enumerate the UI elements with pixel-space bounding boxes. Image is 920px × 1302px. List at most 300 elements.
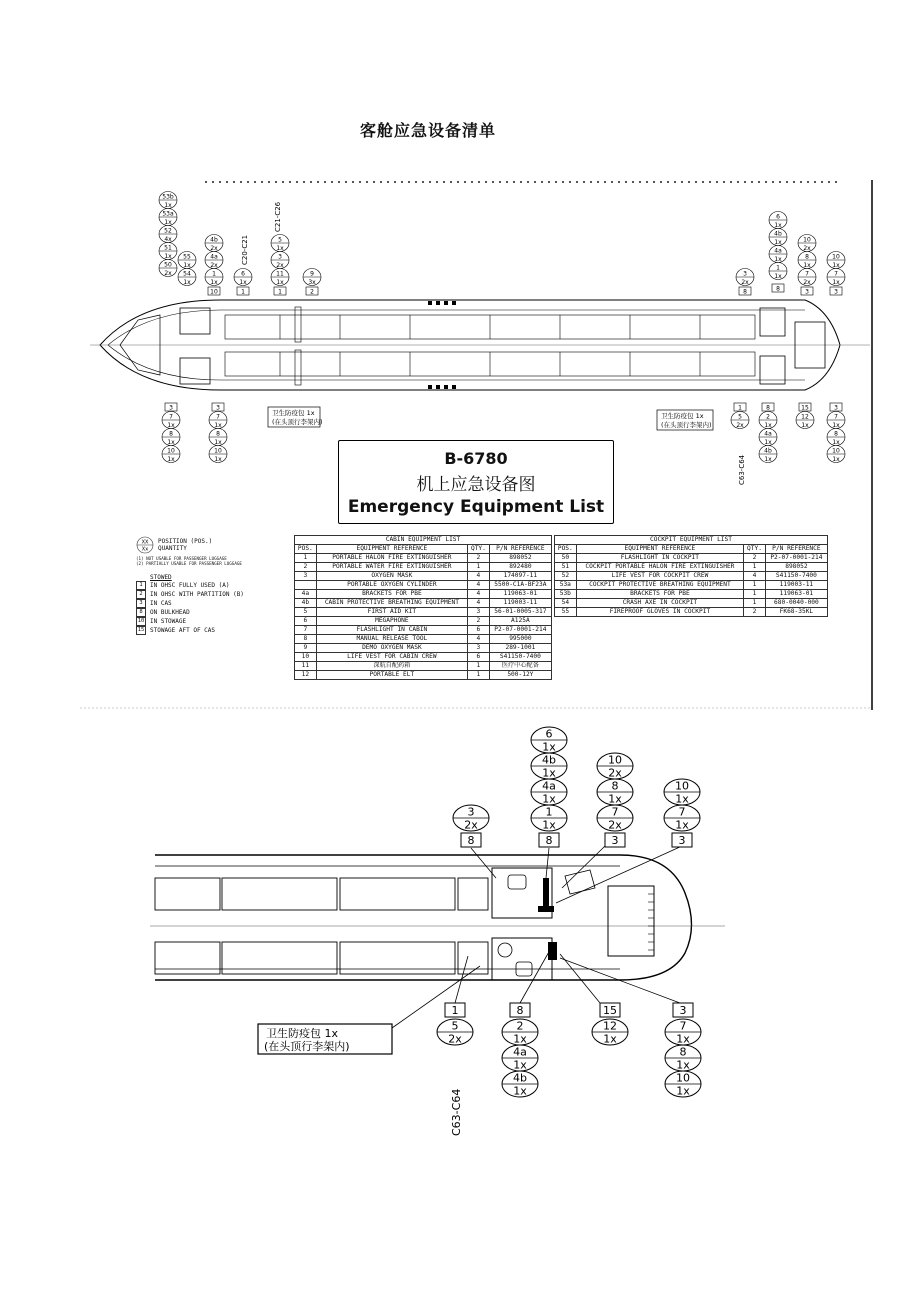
svg-text:2x: 2x — [803, 278, 811, 286]
table-cell: 500-12Y — [489, 670, 551, 679]
position-bubble — [827, 446, 845, 463]
svg-text:卫生防疫包 1x: 卫生防疫包 1x — [266, 1027, 339, 1040]
svg-text:5: 5 — [278, 236, 282, 244]
table-cell: 1 — [468, 670, 490, 679]
table-cell: CABIN PROTECTIVE BREATHING EQUIPMENT — [316, 598, 467, 607]
svg-text:1x: 1x — [276, 278, 284, 286]
table-cell: PORTABLE HALON FIRE EXTINGUISHER — [316, 553, 467, 562]
stowage-code-box — [762, 403, 774, 411]
svg-text:4a: 4a — [513, 1045, 527, 1059]
svg-text:4a: 4a — [774, 247, 782, 255]
table-cell: 3 — [295, 571, 317, 580]
column-header: POS. — [295, 544, 317, 553]
table-cell: 5500-C1A-BF23A — [489, 580, 551, 589]
svg-text:10: 10 — [832, 253, 840, 261]
svg-text:1x: 1x — [803, 261, 811, 269]
table-row — [295, 634, 552, 643]
svg-text:3: 3 — [278, 253, 282, 261]
svg-text:2: 2 — [310, 288, 314, 296]
page-title: 客舱应急设备清单 — [360, 121, 497, 140]
legend-note2: (2) PARTIALLY USABLE FOR PASSENGER LUGGAGE — [136, 561, 242, 566]
first-aid-note-left — [268, 407, 323, 427]
svg-text:(在头顶行李架内): (在头顶行李架内) — [272, 418, 323, 426]
stowage-code-box — [539, 833, 559, 847]
svg-text:2x: 2x — [448, 1032, 462, 1046]
zoom-station-label: C63-C64 — [450, 1088, 463, 1136]
svg-text:1x: 1x — [183, 278, 191, 286]
table-cell: P2-07-0001-214 — [489, 625, 551, 634]
table-cell: 2 — [468, 553, 490, 562]
svg-text:1x: 1x — [167, 455, 175, 463]
svg-text:8: 8 — [216, 430, 220, 438]
svg-text:1x: 1x — [608, 792, 622, 806]
table-cell: 4 — [468, 634, 490, 643]
position-bubble — [205, 235, 223, 252]
svg-text:12: 12 — [801, 413, 809, 421]
svg-text:55: 55 — [183, 253, 191, 261]
column-header: QTY. — [744, 544, 766, 553]
table-cell: FK68-35KL — [765, 607, 827, 616]
svg-text:1: 1 — [545, 805, 553, 819]
table-cell: FLASHLIGHT IN CABIN — [316, 625, 467, 634]
svg-text:1x: 1x — [832, 455, 840, 463]
table-row — [555, 607, 828, 616]
svg-text:8: 8 — [679, 1045, 687, 1059]
column-header: EQUIPMENT REFERENCE — [576, 544, 744, 553]
zoom-first-aid-note — [258, 1024, 392, 1054]
svg-text:1x: 1x — [276, 244, 284, 252]
table-cell: 4 — [468, 580, 490, 589]
stowage-code-box — [830, 287, 842, 295]
table-row — [295, 616, 552, 625]
stowage-code-box — [208, 287, 220, 295]
stowage-code-box — [739, 287, 751, 295]
svg-text:Xx: Xx — [141, 546, 149, 553]
svg-text:50: 50 — [164, 261, 172, 269]
table-cell: S41150-7400 — [489, 652, 551, 661]
table-row — [295, 553, 552, 562]
position-bubble — [759, 429, 777, 446]
table-cell: 6 — [468, 652, 490, 661]
table-cell: 7 — [295, 625, 317, 634]
svg-text:1x: 1x — [832, 261, 840, 269]
table-cell: PORTABLE ELT — [316, 670, 467, 679]
svg-text:1x: 1x — [214, 455, 222, 463]
table-cell: 54 — [555, 598, 577, 607]
stowage-code-box — [165, 403, 177, 411]
position-bubble — [736, 269, 754, 286]
svg-text:1x: 1x — [774, 255, 782, 263]
svg-text:1x: 1x — [675, 818, 689, 832]
table-cell: 174097-11 — [489, 571, 551, 580]
table-cell: 119003-11 — [489, 598, 551, 607]
position-bubble — [798, 252, 816, 269]
svg-text:1x: 1x — [542, 792, 556, 806]
svg-text:3: 3 — [834, 288, 838, 296]
table-cell: 6 — [295, 616, 317, 625]
svg-text:1: 1 — [212, 270, 216, 278]
position-bubble — [159, 243, 177, 260]
table-cell: 51 — [555, 562, 577, 571]
svg-text:8: 8 — [516, 1004, 524, 1018]
svg-text:1x: 1x — [774, 272, 782, 280]
svg-text:1x: 1x — [801, 421, 809, 429]
stowage-code-box — [673, 1003, 693, 1017]
table-row — [295, 562, 552, 571]
svg-text:7: 7 — [679, 1019, 687, 1033]
position-bubble — [162, 446, 180, 463]
station-label-c63: C63-C64 — [738, 454, 746, 485]
position-bubble — [271, 235, 289, 252]
position-bubble — [303, 269, 321, 286]
svg-text:2x: 2x — [276, 261, 284, 269]
svg-text:10: 10 — [210, 288, 218, 296]
position-bubble — [209, 446, 227, 463]
registration-box — [338, 440, 614, 524]
position-bubble — [592, 1019, 628, 1045]
column-header: QTY. — [468, 544, 490, 553]
position-bubble — [769, 246, 787, 263]
table-cell: BRACKETS FOR PBE — [316, 589, 467, 598]
svg-text:卫生防疫包 1x: 卫生防疫包 1x — [661, 412, 704, 420]
stowage-code-box — [510, 1003, 530, 1017]
svg-text:4a: 4a — [764, 430, 772, 438]
table-cell: 53a — [555, 580, 577, 589]
table-cell: FLASHLIGHT IN COCKPIT — [576, 553, 744, 562]
table-cell: 289-1001 — [489, 643, 551, 652]
position-bubble — [531, 727, 567, 753]
svg-text:2x: 2x — [164, 269, 172, 277]
table-row — [295, 607, 552, 616]
svg-text:10: 10 — [608, 753, 622, 767]
table-cell: 3 — [468, 643, 490, 652]
svg-text:6: 6 — [776, 213, 780, 221]
table-cell: 55 — [555, 607, 577, 616]
svg-text:9: 9 — [310, 270, 314, 278]
svg-text:1x: 1x — [603, 1032, 617, 1046]
svg-text:8: 8 — [776, 285, 780, 293]
tail-number: B-6780 — [444, 449, 508, 468]
svg-text:5: 5 — [738, 413, 742, 421]
position-bubble — [731, 412, 749, 429]
svg-text:1x: 1x — [183, 261, 191, 269]
position-bubble — [769, 212, 787, 229]
svg-text:52: 52 — [164, 227, 172, 235]
svg-text:2x: 2x — [210, 244, 218, 252]
table-cell: 52 — [555, 571, 577, 580]
legend — [136, 536, 244, 635]
table-cell: 9 — [295, 643, 317, 652]
legend-note1: (1) NOT USABLE FOR PASSENGER LUGGAGE — [136, 556, 227, 561]
svg-text:2x: 2x — [608, 766, 622, 780]
table-cell: COCKPIT PROTECTIVE BREATHING EQUIPMENT — [576, 580, 744, 589]
svg-text:1x: 1x — [542, 740, 556, 754]
position-bubble — [437, 1019, 473, 1045]
table-cell: 892480 — [489, 562, 551, 571]
table-row — [555, 562, 828, 571]
table-cell: 4 — [468, 598, 490, 607]
svg-text:2x: 2x — [608, 818, 622, 832]
position-bubble — [531, 805, 567, 831]
position-bubble — [502, 1071, 538, 1097]
svg-text:4a: 4a — [542, 779, 556, 793]
legend-item: 1 IN OHSC FULLY USED (A) — [136, 581, 244, 590]
cockpit-equipment-table — [554, 535, 828, 617]
position-bubble — [162, 412, 180, 429]
table-row — [295, 643, 552, 652]
table-row — [555, 589, 828, 598]
table-row — [555, 571, 828, 580]
svg-text:7: 7 — [834, 270, 838, 278]
table-cell: COCKPIT PORTABLE HALON FIRE EXTINGUISHER — [576, 562, 744, 571]
svg-text:2x: 2x — [741, 278, 749, 286]
svg-text:1x: 1x — [513, 1084, 527, 1098]
svg-text:10: 10 — [675, 779, 689, 793]
svg-text:2x: 2x — [803, 244, 811, 252]
svg-text:10: 10 — [832, 447, 840, 455]
svg-text:4b: 4b — [764, 447, 772, 455]
svg-text:7: 7 — [169, 413, 173, 421]
position-bubble — [759, 412, 777, 429]
svg-text:10: 10 — [803, 236, 811, 244]
table-cell: 3 — [468, 607, 490, 616]
position-bubble — [665, 1071, 701, 1097]
svg-text:1x: 1x — [164, 201, 172, 209]
table-cell — [295, 580, 317, 589]
svg-text:3: 3 — [834, 404, 838, 412]
table-cell: FIRST AID KIT — [316, 607, 467, 616]
svg-text:8: 8 — [766, 404, 770, 412]
stowage-code-box — [799, 403, 811, 411]
svg-text:1x: 1x — [764, 455, 772, 463]
svg-text:(在头顶行李架内): (在头顶行李架内) — [661, 421, 712, 429]
position-bubble — [209, 412, 227, 429]
position-bubble — [798, 269, 816, 286]
svg-text:1x: 1x — [676, 1084, 690, 1098]
position-bubble — [205, 269, 223, 286]
table-cell: 1 — [468, 661, 490, 670]
legend-item: 10 IN STOWAGE — [137, 618, 187, 625]
svg-text:1: 1 — [451, 1004, 459, 1018]
svg-text:1x: 1x — [764, 421, 772, 429]
table-cell: MEGAPHONE — [316, 616, 467, 625]
position-bubble — [162, 429, 180, 446]
table-cell: OXYGEN MASK — [316, 571, 467, 580]
table-cell: 4b — [295, 598, 317, 607]
table-cell: 4 — [744, 571, 766, 580]
table-row — [295, 670, 552, 679]
svg-text:7: 7 — [678, 805, 686, 819]
svg-text:卫生防疫包 1x: 卫生防疫包 1x — [272, 409, 315, 417]
legend-item: 15 STOWAGE AFT OF CAS — [137, 627, 216, 634]
legend-quantity-label: QUANTITY — [158, 545, 187, 552]
position-bubble — [769, 229, 787, 246]
svg-text:1x: 1x — [832, 421, 840, 429]
svg-text:1x: 1x — [675, 792, 689, 806]
svg-text:6: 6 — [241, 270, 245, 278]
stowage-code-box — [830, 403, 842, 411]
table-cell: FIREPROOF GLOVES IN COCKPIT — [576, 607, 744, 616]
table-cell: 50 — [555, 553, 577, 562]
table-cell: 4 — [468, 571, 490, 580]
table-row — [295, 598, 552, 607]
legend-symbol — [136, 536, 154, 554]
stowage-code-box — [605, 833, 625, 847]
position-bubble — [178, 252, 196, 269]
table-cell: 898052 — [489, 553, 551, 562]
svg-text:2x: 2x — [464, 818, 478, 832]
position-bubble — [159, 226, 177, 243]
svg-text:3: 3 — [216, 404, 220, 412]
cockpit-table-title: COCKPIT EQUIPMENT LIST — [555, 536, 828, 545]
svg-text:51: 51 — [164, 244, 172, 252]
stowage-code-box — [212, 403, 224, 411]
table-cell: 995000 — [489, 634, 551, 643]
svg-text:10: 10 — [676, 1071, 690, 1085]
table-cell: BRACKETS FOR PBE — [576, 589, 744, 598]
table-row — [555, 580, 828, 589]
position-bubble — [453, 805, 489, 831]
svg-text:4a: 4a — [210, 253, 218, 261]
svg-text:1x: 1x — [210, 278, 218, 286]
table-cell: 5 — [295, 607, 317, 616]
svg-text:(在头顶行李架内): (在头顶行李架内) — [264, 1040, 350, 1053]
stowage-code-box — [306, 287, 318, 295]
svg-text:4b: 4b — [513, 1071, 527, 1085]
table-cell: 119063-01 — [489, 589, 551, 598]
svg-text:1x: 1x — [214, 438, 222, 446]
svg-text:2x: 2x — [736, 421, 744, 429]
position-bubble — [769, 263, 787, 280]
stowage-code-box — [600, 1003, 620, 1017]
position-bubble — [159, 260, 177, 277]
position-bubble — [271, 269, 289, 286]
position-bubble — [178, 269, 196, 286]
svg-text:3: 3 — [678, 834, 686, 848]
stowage-code-box — [672, 833, 692, 847]
cabin-table-title: CABIN EQUIPMENT LIST — [295, 536, 552, 545]
english-title: Emergency Equipment List — [347, 497, 605, 517]
svg-text:1: 1 — [241, 288, 245, 296]
stowage-code-box — [772, 284, 784, 292]
svg-text:1x: 1x — [167, 438, 175, 446]
table-cell: 深航自配药箱 — [316, 661, 467, 670]
aft-section-zoom-diagram — [150, 718, 770, 1138]
svg-text:3: 3 — [467, 805, 475, 819]
svg-text:1x: 1x — [764, 438, 772, 446]
svg-text:1x: 1x — [774, 221, 782, 229]
svg-text:3x: 3x — [308, 278, 316, 286]
zoom-bubble-groups — [437, 727, 701, 1097]
svg-text:54: 54 — [183, 270, 191, 278]
svg-text:3: 3 — [679, 1004, 687, 1018]
table-cell: 4 — [468, 589, 490, 598]
table-cell: PORTABLE OXYGEN CYLINDER — [316, 580, 467, 589]
svg-text:3: 3 — [743, 270, 747, 278]
svg-text:1x: 1x — [214, 421, 222, 429]
stowage-code-box — [461, 833, 481, 847]
svg-text:4b: 4b — [542, 753, 556, 767]
table-cell: 4a — [295, 589, 317, 598]
table-cell: A125A — [489, 616, 551, 625]
table-cell: 10 — [295, 652, 317, 661]
position-bubble — [502, 1019, 538, 1045]
table-cell: 6 — [468, 625, 490, 634]
station-label-c20: C20-C21 — [241, 234, 249, 265]
svg-text:12: 12 — [603, 1019, 617, 1033]
svg-text:10: 10 — [167, 447, 175, 455]
svg-text:8: 8 — [169, 430, 173, 438]
table-cell: 8 — [295, 634, 317, 643]
table-row — [295, 652, 552, 661]
position-bubble — [827, 412, 845, 429]
svg-text:8: 8 — [545, 834, 553, 848]
svg-text:1x: 1x — [164, 252, 172, 260]
table-cell: 11 — [295, 661, 317, 670]
table-cell: 53b — [555, 589, 577, 598]
table-cell: 1 — [744, 589, 766, 598]
svg-text:7: 7 — [805, 270, 809, 278]
table-cell: MANUAL RELEASE TOOL — [316, 634, 467, 643]
chinese-title: 机上应急设备图 — [416, 475, 536, 495]
table-row — [295, 571, 552, 580]
table-cell: 56-01-0005-317 — [489, 607, 551, 616]
svg-text:1x: 1x — [832, 438, 840, 446]
svg-text:7: 7 — [216, 413, 220, 421]
stowage-code-box — [445, 1003, 465, 1017]
cabin-equipment-table — [294, 535, 552, 680]
table-cell: 119063-01 — [765, 589, 827, 598]
stowage-code-box — [274, 287, 286, 295]
stowage-code-box — [801, 287, 813, 295]
position-bubble — [798, 235, 816, 252]
legend-stowed-label: STOWED — [150, 574, 172, 581]
position-bubble — [759, 446, 777, 463]
legend-item: 2 IN OHSC WITH PARTITION (B) — [136, 590, 244, 599]
table-cell: 2 — [468, 616, 490, 625]
position-bubble — [664, 805, 700, 831]
table-cell: 2 — [295, 562, 317, 571]
first-aid-note-right — [657, 410, 713, 430]
table-cell: 12 — [295, 670, 317, 679]
svg-text:4b: 4b — [774, 230, 782, 238]
svg-text:1x: 1x — [542, 818, 556, 832]
svg-text:2x: 2x — [210, 261, 218, 269]
svg-text:XX: XX — [141, 539, 149, 546]
svg-text:1x: 1x — [676, 1032, 690, 1046]
svg-text:4x: 4x — [164, 235, 172, 243]
position-bubble — [597, 779, 633, 805]
position-bubble — [664, 779, 700, 805]
svg-text:2: 2 — [766, 413, 770, 421]
svg-text:1x: 1x — [774, 238, 782, 246]
left-top-bubble-column — [159, 192, 845, 463]
position-bubble — [531, 779, 567, 805]
svg-text:1x: 1x — [164, 218, 172, 226]
svg-text:8: 8 — [805, 253, 809, 261]
table-row — [295, 661, 552, 670]
column-header: P/N REFERENCE — [765, 544, 827, 553]
table-cell: P2-07-0001-214 — [765, 553, 827, 562]
position-bubble — [827, 429, 845, 446]
table-cell: 1 — [744, 598, 766, 607]
column-header: P/N REFERENCE — [489, 544, 551, 553]
svg-text:2: 2 — [516, 1019, 524, 1033]
table-cell: 1 — [295, 553, 317, 562]
position-bubble — [597, 753, 633, 779]
position-bubble — [827, 269, 845, 286]
legend-item: 8 ON BULKHEAD — [136, 608, 244, 617]
